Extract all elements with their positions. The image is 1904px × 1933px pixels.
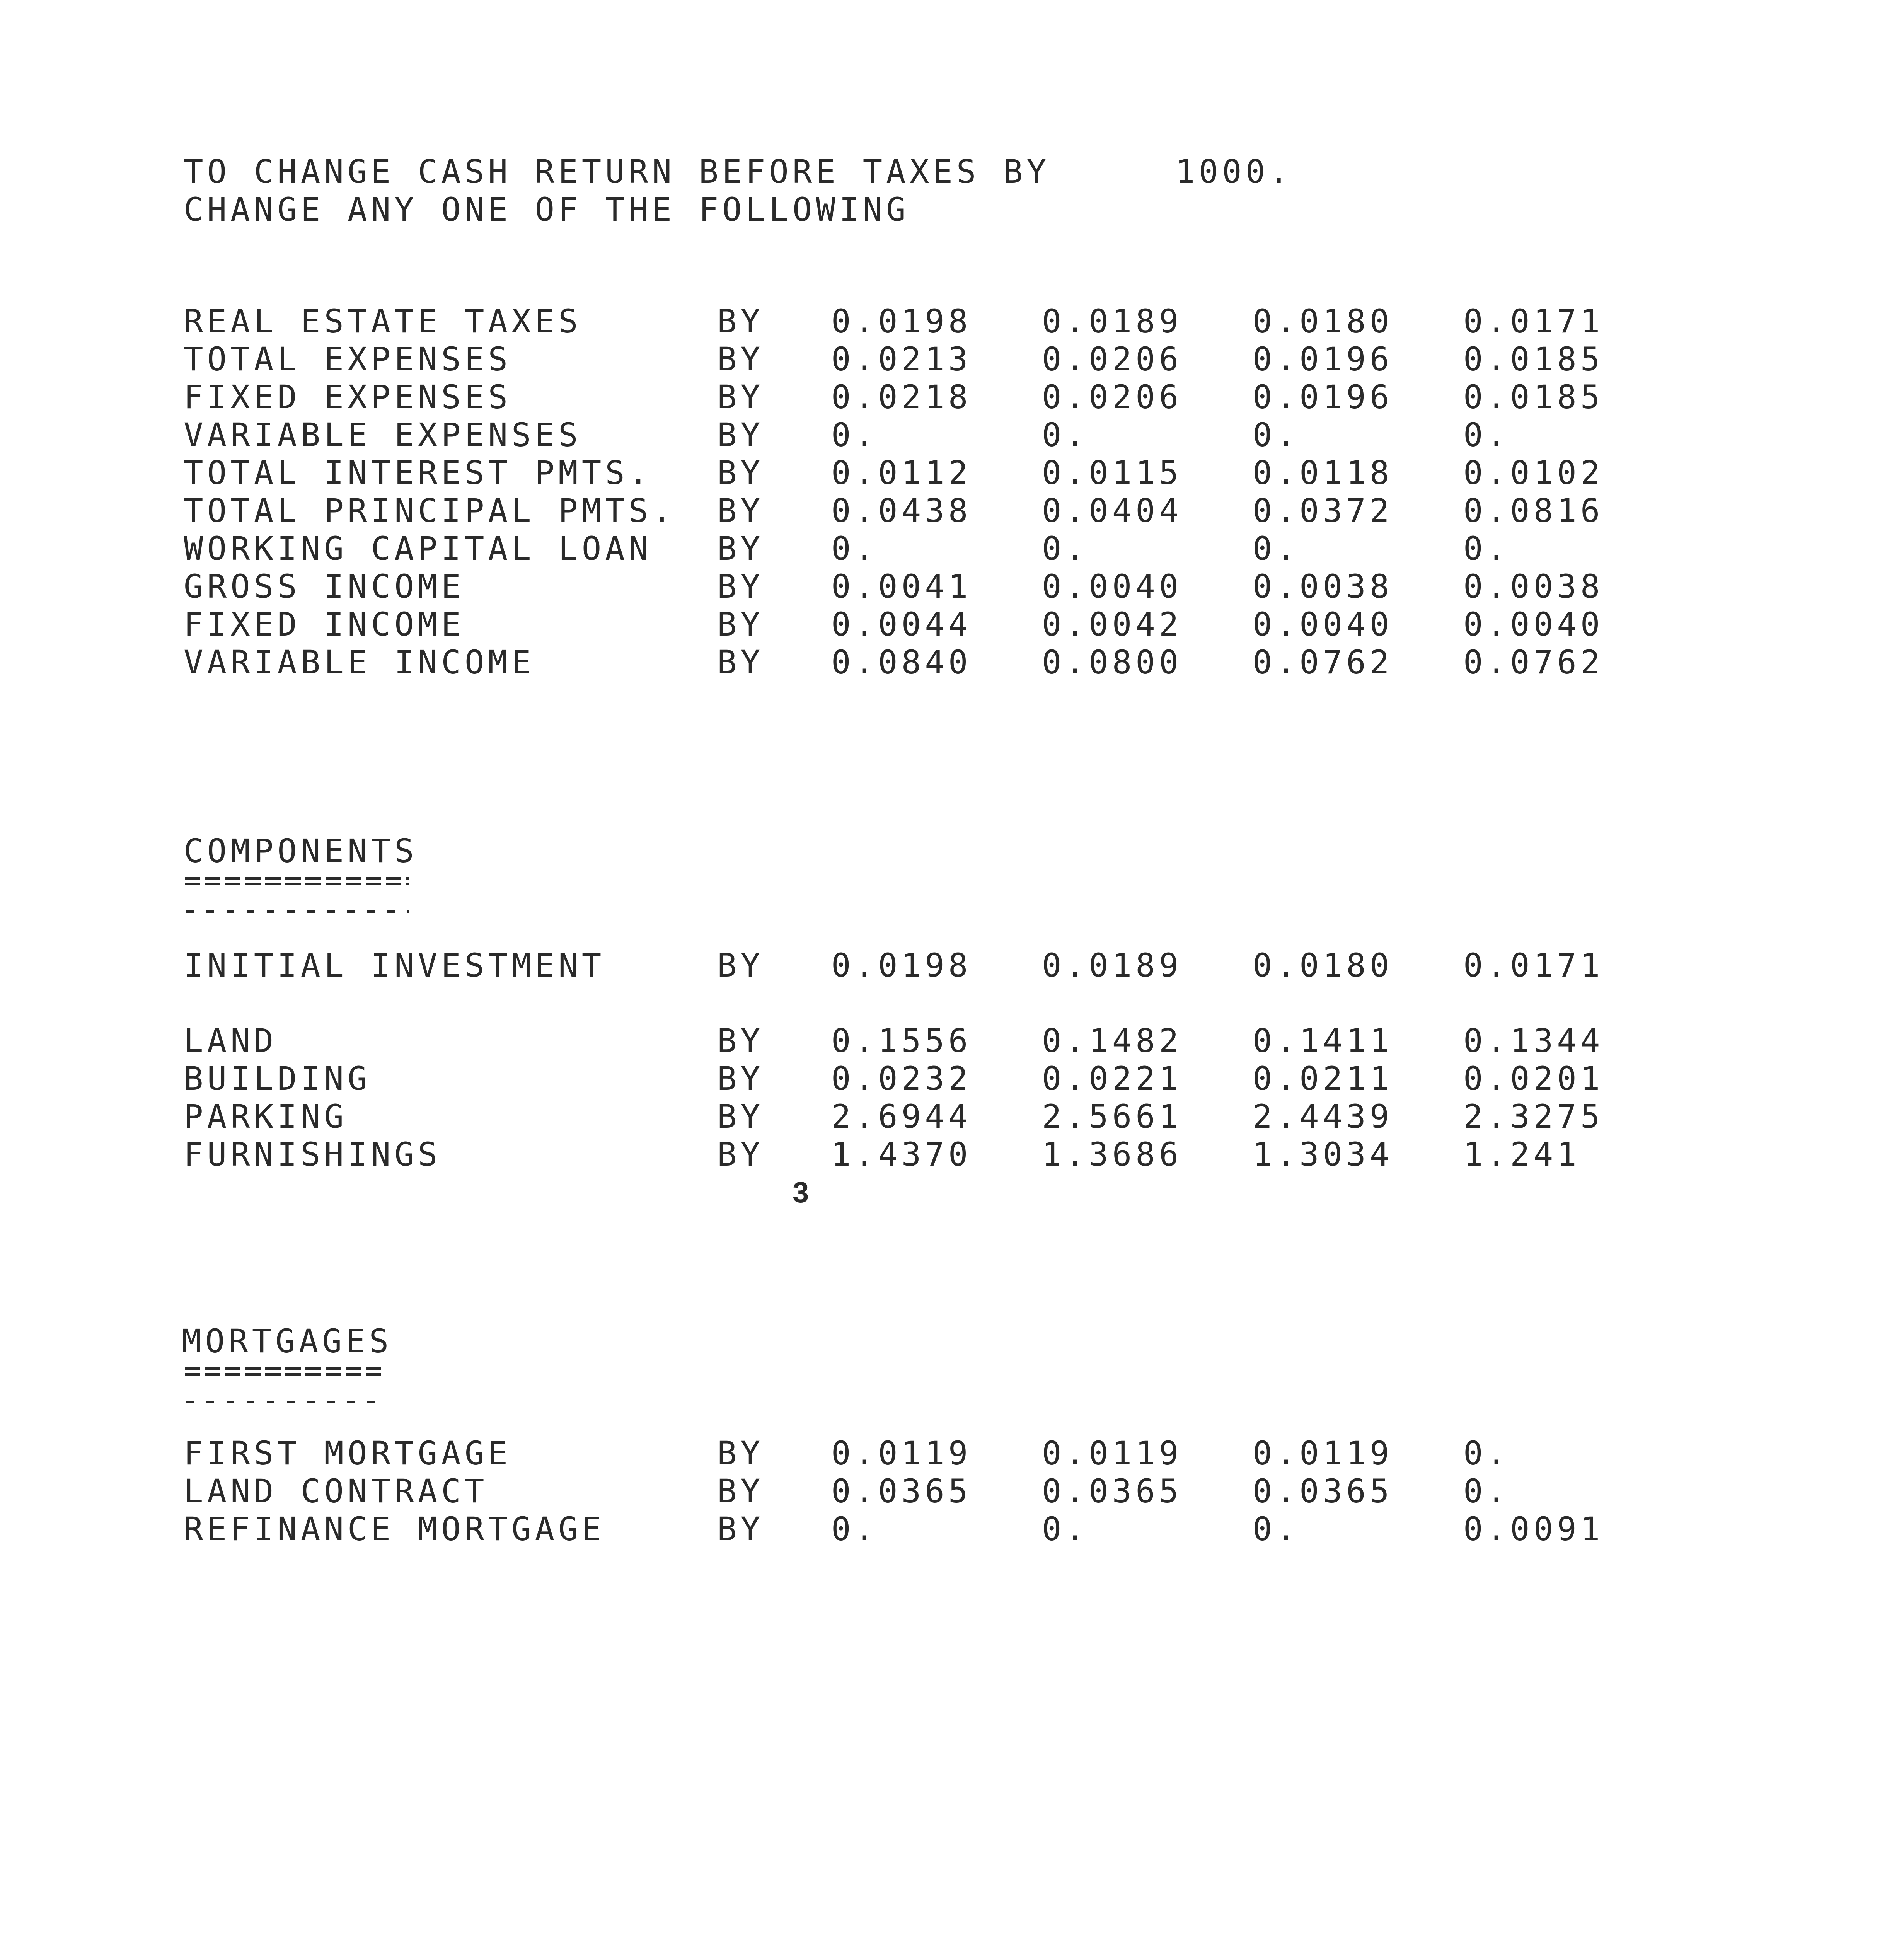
row-by: BY — [717, 1060, 764, 1098]
row-by: BY — [717, 568, 764, 605]
row-value-2: 0. — [1042, 416, 1089, 454]
table-row — [0, 568, 1904, 605]
row-value-3: 0. — [1253, 416, 1300, 454]
row-label: GROSS INCOME — [184, 568, 465, 605]
row-value-4: 0.0201 — [1463, 1060, 1604, 1098]
table-row — [0, 605, 1904, 643]
row-label: LAND CONTRACT — [184, 1472, 488, 1510]
row-value-2: 0.0221 — [1042, 1060, 1183, 1098]
row-value-2: 0.0365 — [1042, 1472, 1183, 1510]
row-by: BY — [717, 492, 764, 530]
row-value-4: 0. — [1463, 1472, 1510, 1510]
row-label: TOTAL PRINCIPAL PMTS. — [184, 492, 676, 530]
row-value-1: 0.0438 — [831, 492, 972, 530]
row-value-4: 0. — [1463, 1434, 1510, 1472]
row-label: FIXED EXPENSES — [184, 378, 512, 416]
header-line-1: TO CHANGE CASH RETURN BEFORE TAXES BY — [184, 153, 1050, 191]
row-value-1: 0.1556 — [831, 1022, 972, 1060]
components-title: COMPONENTS — [184, 832, 418, 870]
row-value-1: 0.0119 — [831, 1434, 972, 1472]
row-value-2: 0.1482 — [1042, 1022, 1183, 1060]
row-label: INITIAL INVESTMENT — [184, 946, 605, 984]
row-value-4: 0.0171 — [1463, 302, 1604, 340]
row-value-1: 0.0041 — [831, 568, 972, 605]
row-by: BY — [717, 946, 764, 984]
row-value-2: 0.0800 — [1042, 643, 1183, 681]
table-row — [0, 1472, 1904, 1510]
row-value-3: 0.0196 — [1253, 340, 1393, 378]
row-by: BY — [717, 1510, 764, 1548]
row-value-2: 0.0404 — [1042, 492, 1183, 530]
row-label: VARIABLE EXPENSES — [184, 416, 582, 454]
table-row — [0, 340, 1904, 378]
row-label: VARIABLE INCOME — [184, 643, 535, 681]
row-by: BY — [717, 1135, 764, 1173]
mortgages-double-underline — [185, 1367, 386, 1376]
row-by: BY — [717, 605, 764, 643]
row-value-3: 0.0180 — [1253, 946, 1393, 984]
row-label: FIRST MORTGAGE — [184, 1434, 512, 1472]
row-value-3: 0.1411 — [1253, 1022, 1393, 1060]
table-row — [0, 454, 1904, 492]
row-value-3: 0.0196 — [1253, 378, 1393, 416]
table-row — [0, 378, 1904, 416]
row-label: PARKING — [184, 1098, 348, 1135]
row-by: BY — [717, 530, 764, 568]
row-value-4: 0.0102 — [1463, 454, 1604, 492]
table-row — [0, 492, 1904, 530]
header-line-2: CHANGE ANY ONE OF THE FOLLOWING — [184, 191, 910, 228]
row-value-2: 0.0115 — [1042, 454, 1183, 492]
row-label: TOTAL EXPENSES — [184, 340, 512, 378]
row-label: FURNISHINGS — [184, 1135, 441, 1173]
table-row — [0, 416, 1904, 454]
table-row — [0, 1022, 1904, 1060]
row-value-4: 0.0185 — [1463, 378, 1604, 416]
mortgages-title: MORTGAGES — [182, 1322, 393, 1360]
row-by: BY — [717, 1098, 764, 1135]
row-by: BY — [717, 643, 764, 681]
row-value-1: 0.0218 — [831, 378, 972, 416]
row-value-4: 0. — [1463, 416, 1510, 454]
row-by: BY — [717, 1022, 764, 1060]
row-value-1: 0.0044 — [831, 605, 972, 643]
table-row — [0, 302, 1904, 340]
row-label: TOTAL INTEREST PMTS. — [184, 454, 652, 492]
table-row — [0, 1510, 1904, 1548]
row-value-4: 2.3275 — [1463, 1098, 1604, 1135]
table-row — [0, 1060, 1904, 1098]
row-value-1: 0.0213 — [831, 340, 972, 378]
components-double-underline — [185, 877, 409, 885]
row-value-3: 0.0180 — [1253, 302, 1393, 340]
row-value-3: 0. — [1253, 1510, 1300, 1548]
page-number: 3 — [793, 1176, 809, 1209]
row-value-1: 2.6944 — [831, 1098, 972, 1135]
row-label: REAL ESTATE TAXES — [184, 302, 582, 340]
row-value-4: 0.0185 — [1463, 340, 1604, 378]
row-value-3: 0.0119 — [1253, 1434, 1393, 1472]
row-label: LAND — [184, 1022, 278, 1060]
row-value-2: 0. — [1042, 1510, 1089, 1548]
mortgages-dashed-underline — [186, 1401, 384, 1403]
row-value-4: 0.0040 — [1463, 605, 1604, 643]
row-value-4: 0.0762 — [1463, 643, 1604, 681]
row-by: BY — [717, 1472, 764, 1510]
row-value-2: 0.0042 — [1042, 605, 1183, 643]
row-value-1: 0. — [831, 530, 878, 568]
row-value-2: 1.3686 — [1042, 1135, 1183, 1173]
row-value-3: 1.3034 — [1253, 1135, 1393, 1173]
table-row — [0, 1434, 1904, 1472]
row-value-2: 0.0206 — [1042, 378, 1183, 416]
table-row — [0, 643, 1904, 681]
row-label: FIXED INCOME — [184, 605, 465, 643]
row-value-3: 0.0372 — [1253, 492, 1393, 530]
components-dashed-underline — [186, 910, 409, 913]
row-value-4: 0.0091 — [1463, 1510, 1604, 1548]
row-value-1: 0.0840 — [831, 643, 972, 681]
row-value-2: 2.5661 — [1042, 1098, 1183, 1135]
row-value-1: 0.0365 — [831, 1472, 972, 1510]
row-value-2: 0.0189 — [1042, 302, 1183, 340]
row-value-1: 1.4370 — [831, 1135, 972, 1173]
row-value-4: 1.241 — [1463, 1135, 1580, 1173]
header-amount: 1000. — [1175, 153, 1292, 191]
row-value-1: 0. — [831, 416, 878, 454]
row-value-3: 0. — [1253, 530, 1300, 568]
row-value-4: 0.0038 — [1463, 568, 1604, 605]
row-label: REFINANCE MORTGAGE — [184, 1510, 605, 1548]
row-by: BY — [717, 454, 764, 492]
row-by: BY — [717, 302, 764, 340]
row-by: BY — [717, 340, 764, 378]
row-value-2: 0.0206 — [1042, 340, 1183, 378]
row-value-4: 0. — [1463, 530, 1510, 568]
row-value-1: 0. — [831, 1510, 878, 1548]
row-value-3: 0.0762 — [1253, 643, 1393, 681]
table-row — [0, 1135, 1904, 1173]
row-value-4: 0.1344 — [1463, 1022, 1604, 1060]
row-by: BY — [717, 1434, 764, 1472]
row-value-3: 0.0038 — [1253, 568, 1393, 605]
table-row — [0, 1098, 1904, 1135]
row-value-2: 0.0119 — [1042, 1434, 1183, 1472]
row-value-1: 0.0112 — [831, 454, 972, 492]
row-value-1: 0.0198 — [831, 302, 972, 340]
row-value-2: 0. — [1042, 530, 1089, 568]
row-value-4: 0.0816 — [1463, 492, 1604, 530]
row-value-3: 2.4439 — [1253, 1098, 1393, 1135]
row-by: BY — [717, 416, 764, 454]
row-by: BY — [717, 378, 764, 416]
row-value-3: 0.0211 — [1253, 1060, 1393, 1098]
table-row — [0, 946, 1904, 984]
table-row — [0, 530, 1904, 568]
row-value-1: 0.0198 — [831, 946, 972, 984]
row-value-2: 0.0040 — [1042, 568, 1183, 605]
row-value-3: 0.0040 — [1253, 605, 1393, 643]
row-value-3: 0.0365 — [1253, 1472, 1393, 1510]
row-value-3: 0.0118 — [1253, 454, 1393, 492]
row-value-1: 0.0232 — [831, 1060, 972, 1098]
row-value-4: 0.0171 — [1463, 946, 1604, 984]
row-value-2: 0.0189 — [1042, 946, 1183, 984]
row-label: BUILDING — [184, 1060, 371, 1098]
row-label: WORKING CAPITAL LOAN — [184, 530, 652, 568]
